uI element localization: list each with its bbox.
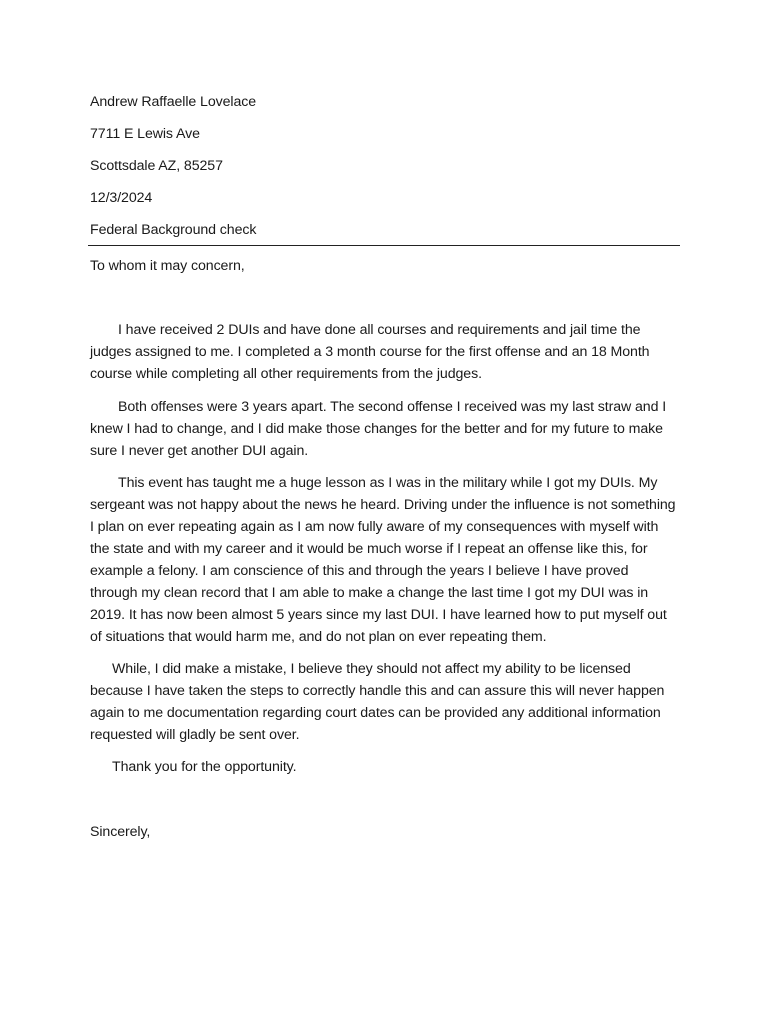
sender-street: 7711 E Lewis Ave	[90, 126, 200, 142]
sender-name: Andrew Raffaelle Lovelace	[90, 94, 257, 110]
paragraph-courses: I have received 2 DUIs and have done all courses and requirements and jail time the judges assigned to me. I completed a 3 month course for the first offense and an 18 Month course while completing all other requirements from the judges.	[90, 322, 650, 382]
salutation: To whom it may concern,	[90, 258, 245, 274]
paragraph-lesson: This event has taught me a huge lesson as I was in the military while I got my DUIs. My sergeant was not happy about the news he heard. Driving under the influence is not something I plan on ever repeating again as I am now fully aware of my consequences with myself with the state and with my career and it would be much worse if I repeat an offense like this, for example a felony. I am conscience of this and through the years I believe I have proved through my clean record that I am able to make a change the last time I got my DUI was in 2019. It has now been almost 5 years since my last DUI. I have learned how to put myself out of situations that would harm me, and do not plan on ever repeating them.	[90, 475, 676, 645]
letter-date: 12/3/2024	[90, 190, 153, 206]
paragraph-licensing: While, I did make a mistake, I believe they should not affect my ability to be licensed because I have taken the steps to correctly handle this and can assure this will never happen again to me documentation regarding court dates can be provided any additional information requested will gladly be sent over.	[90, 661, 665, 743]
letter-subject: Federal Background check	[90, 222, 257, 238]
paragraph-thanks: Thank you for the opportunity.	[112, 759, 297, 775]
sender-city-state-zip: Scottsdale AZ, 85257	[90, 158, 223, 174]
header-divider	[88, 245, 680, 246]
closing: Sincerely,	[90, 824, 151, 840]
paragraph-offenses: Both offenses were 3 years apart. The second offense I received was my last straw and I knew I had to change, and I did make those changes for the better and for my future to make sure I never get another DUI again.	[90, 399, 667, 459]
